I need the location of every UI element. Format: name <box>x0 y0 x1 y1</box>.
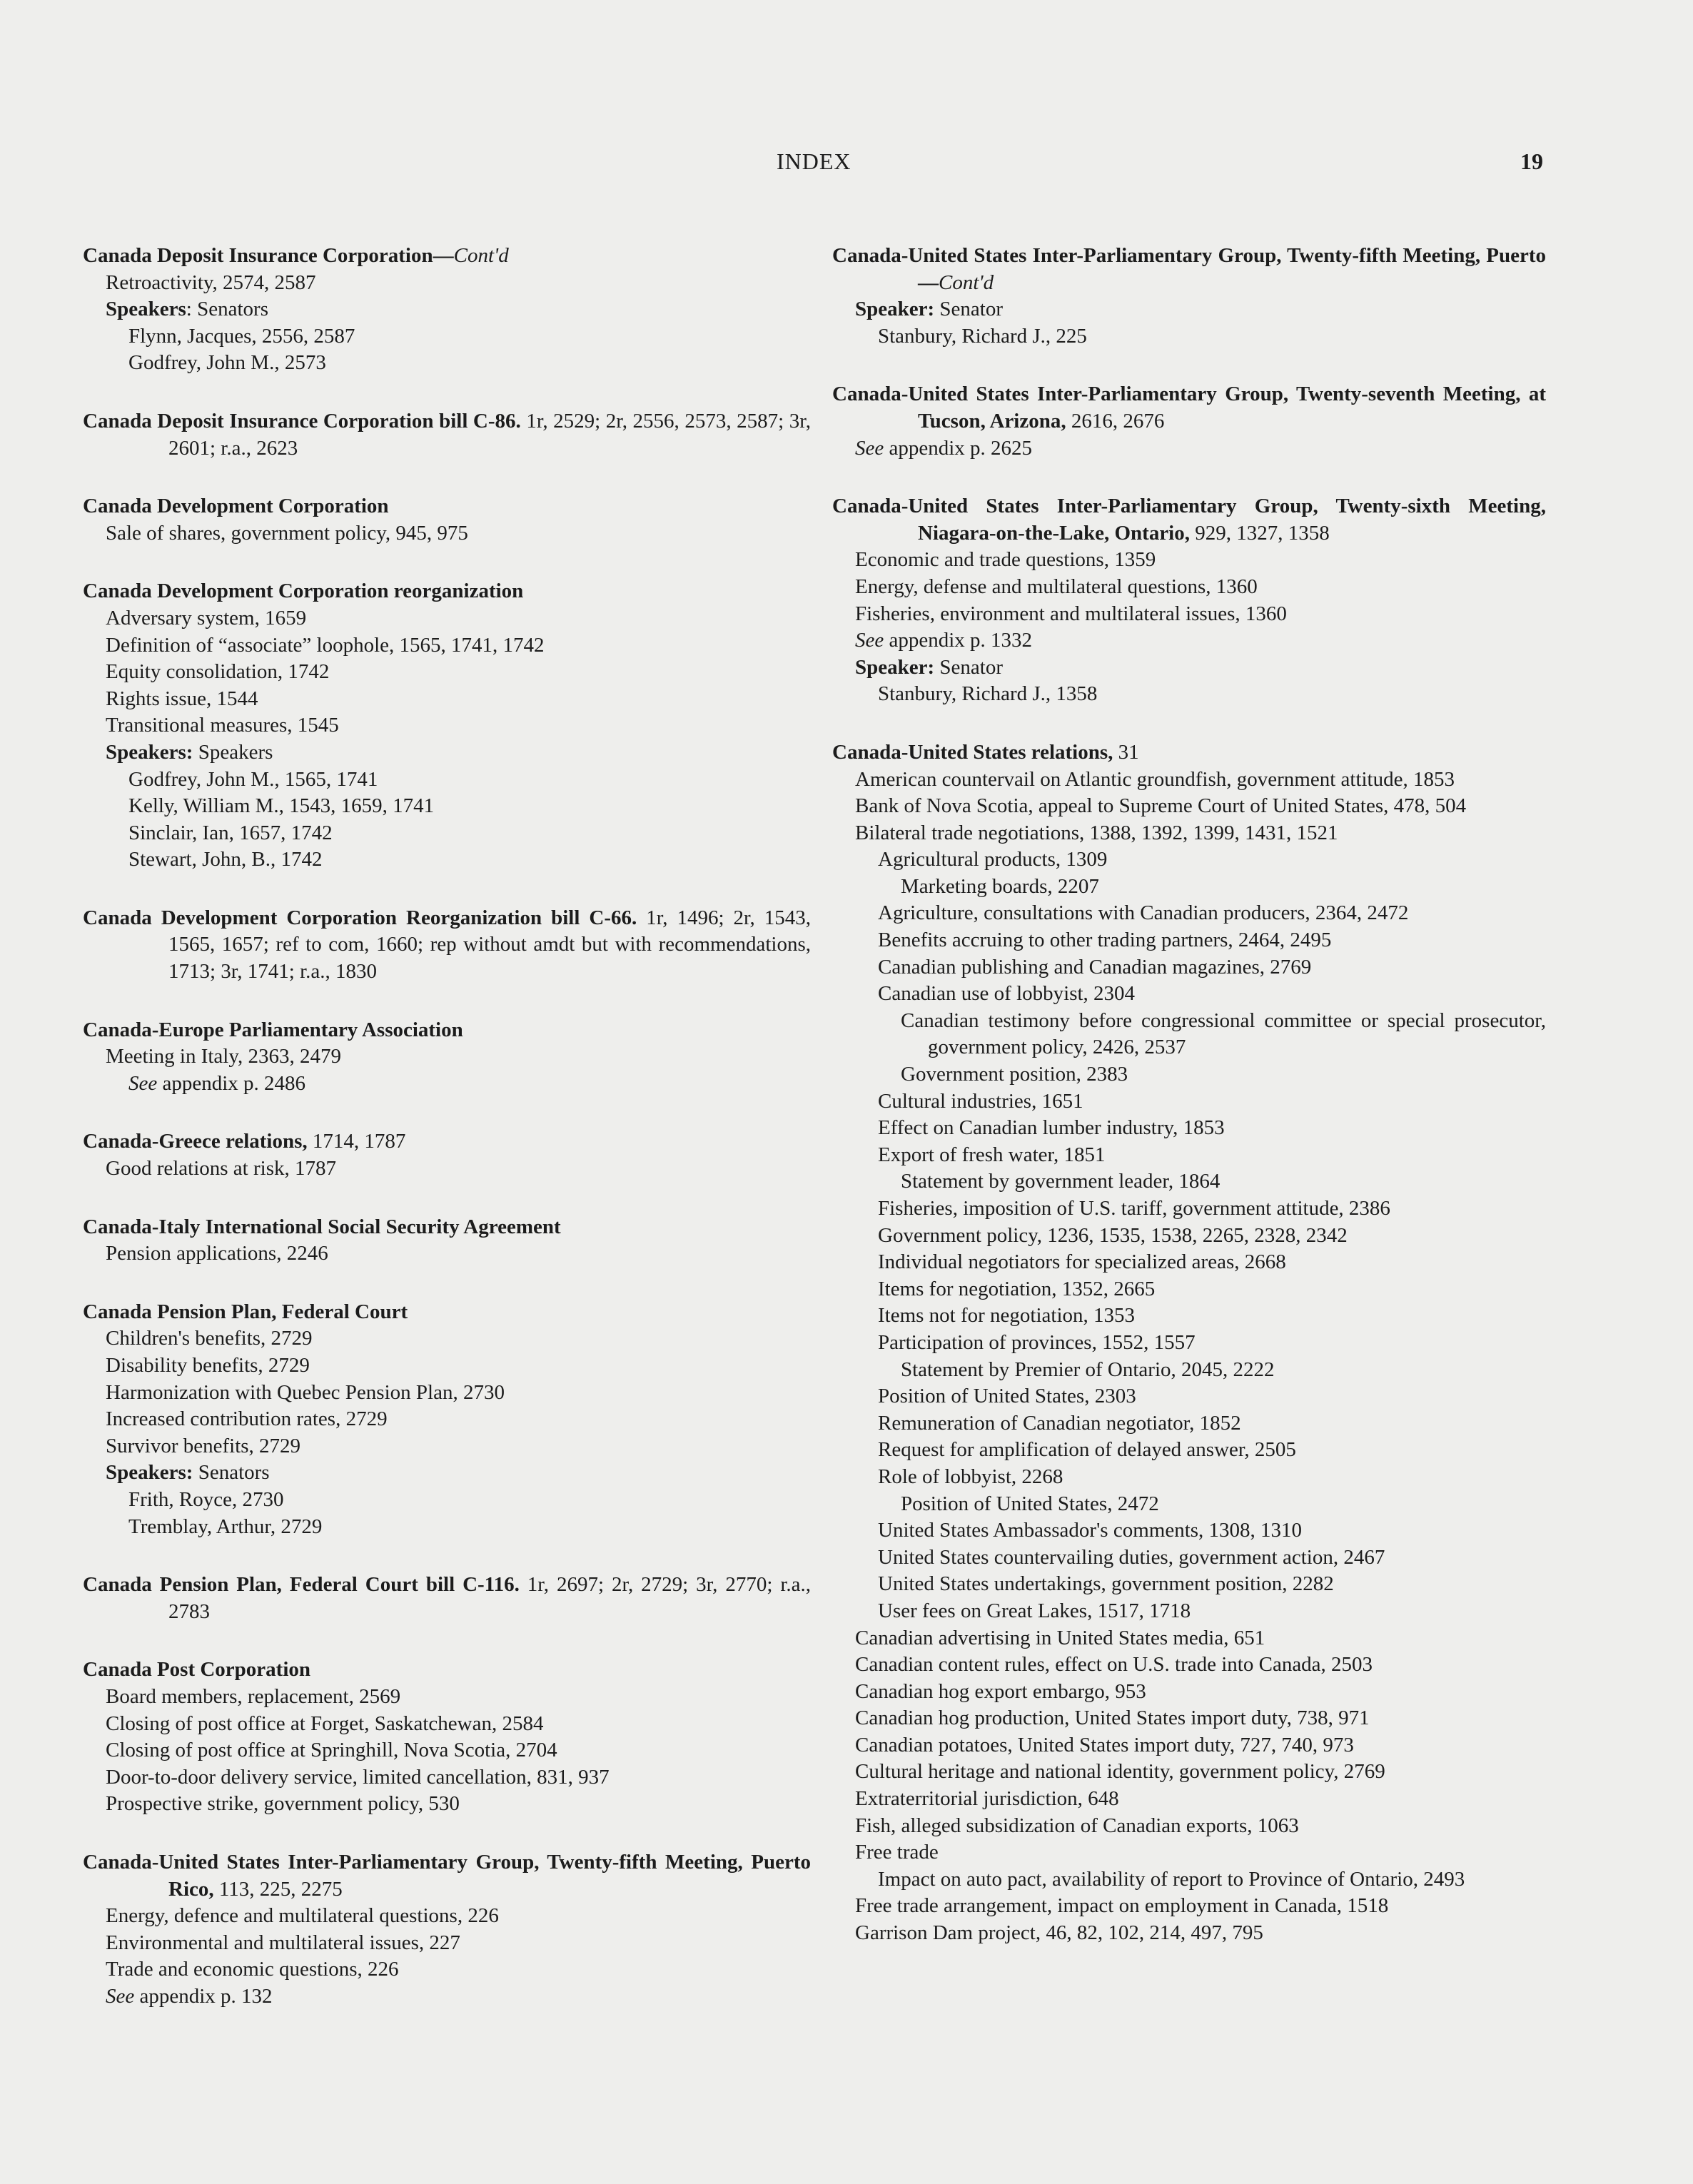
page-header <box>0 148 1693 191</box>
subentry: Government position, 2383 <box>901 1063 1128 1086</box>
subentry: Trade and economic questions, 226 <box>106 1958 399 1981</box>
subentry: Transitional measures, 1545 <box>106 714 339 737</box>
index-entry <box>832 381 1546 462</box>
subentry: Disability benefits, 2729 <box>106 1354 310 1377</box>
entry-heading: Canada-United States Inter-Parliamentary Group, Twenty-seventh Meeting, at Tucson, Arizona, 2616, 2676 <box>832 383 1546 433</box>
speakers-label: Speakers: Speakers <box>106 740 273 764</box>
see-reference: See appendix p. 2486 <box>128 1071 306 1095</box>
entry-heading: Canada-United States Inter-Parliamentary Group, Twenty-fifth Meeting, Puerto—Cont'd <box>832 244 1546 294</box>
subentry: Harmonization with Quebec Pension Plan, 2730 <box>106 1380 505 1404</box>
index-entry <box>83 243 811 377</box>
subentry: Free trade <box>855 1841 939 1864</box>
subentry: Canadian testimony before congressional committee or special prosecutor, government policy, 2426, 2537 <box>901 1008 1546 1059</box>
entry-heading: Canada-United States Inter-Parliamentary Group, Twenty-sixth Meeting, Niagara-on-the-Lake, Ontario, 929, 1327, 1358 <box>832 495 1546 545</box>
entry-heading: Canada Development Corporation Reorganization bill C-66. 1r, 1496; 2r, 1543, 1565, 1657; ref to com, 1660; rep without amdt but with recommendations, 1713; 3r, 1741; r.a., 1830 <box>83 906 811 984</box>
subentry: Position of United States, 2303 <box>878 1385 1136 1408</box>
subentry: Statement by Premier of Ontario, 2045, 2222 <box>901 1358 1275 1381</box>
subentry: Position of United States, 2472 <box>901 1492 1159 1515</box>
subentry: Export of fresh water, 1851 <box>878 1143 1106 1166</box>
subentry: Cultural industries, 1651 <box>878 1089 1083 1113</box>
subentry: Canadian publishing and Canadian magazines, 2769 <box>878 955 1312 979</box>
subentry: Garrison Dam project, 46, 82, 102, 214, 497, 795 <box>855 1921 1263 1945</box>
entry-heading: Canada Deposit Insurance Corporation bill C-86. 1r, 2529; 2r, 2556, 2573, 2587; 3r, 2601; r.a., 2623 <box>83 409 811 460</box>
subentry: Marketing boards, 2207 <box>901 874 1099 898</box>
speaker-name: Frith, Royce, 2730 <box>128 1487 284 1511</box>
index-entry <box>83 1299 811 1540</box>
subentry: Fisheries, environment and multilateral issues, 1360 <box>855 602 1287 625</box>
subentry: Agricultural products, 1309 <box>878 848 1108 871</box>
subentry: Canadian hog production, United States import duty, 738, 971 <box>855 1707 1370 1730</box>
subentry: Equity consolidation, 1742 <box>106 660 330 684</box>
speaker-name: Flynn, Jacques, 2556, 2587 <box>128 324 355 348</box>
subentry: Board members, replacement, 2569 <box>106 1684 401 1708</box>
subentry: Items for negotiation, 1352, 2665 <box>878 1277 1156 1300</box>
entry-heading: Canada Pension Plan, Federal Court bill C-116. 1r, 2697; 2r, 2729; 3r, 2770; r.a., 2783 <box>83 1573 812 1623</box>
speakers-label: Speaker: Senator <box>855 298 1004 321</box>
index-entry <box>832 739 1546 1947</box>
subentry: Canadian use of lobbyist, 2304 <box>878 982 1136 1006</box>
subentry: Participation of provinces, 1552, 1557 <box>878 1330 1196 1354</box>
subentry: Retroactivity, 2574, 2587 <box>106 271 316 294</box>
subentry: Closing of post office at Forget, Saskatchewan, 2584 <box>106 1712 544 1735</box>
speaker-name: Godfrey, John M., 2573 <box>128 351 326 375</box>
entry-heading: Canada-Greece relations, 1714, 1787 <box>83 1130 406 1153</box>
see-reference: See appendix p. 132 <box>106 1984 273 2008</box>
entry-heading: Canada Pension Plan, Federal Court <box>83 1300 408 1323</box>
index-entry <box>83 1657 811 1818</box>
subentry: Economic and trade questions, 1359 <box>855 548 1156 572</box>
subentry: Energy, defense and multilateral questions, 1360 <box>855 575 1258 598</box>
entry-heading: Canada Development Corporation reorganization <box>83 580 524 603</box>
subentry: Individual negotiators for specialized areas, 2668 <box>878 1250 1286 1274</box>
speaker-name: Godfrey, John M., 1565, 1741 <box>128 767 378 791</box>
subentry: Request for amplification of delayed answer, 2505 <box>878 1438 1296 1462</box>
subentry: Canadian hog export embargo, 953 <box>855 1679 1146 1703</box>
see-reference: See appendix p. 1332 <box>855 629 1033 652</box>
index-entry <box>83 1128 811 1182</box>
subentry: Survivor benefits, 2729 <box>106 1434 301 1457</box>
subentry: Benefits accruing to other trading partners, 2464, 2495 <box>878 929 1332 952</box>
see-reference: See appendix p. 2625 <box>855 436 1033 460</box>
speaker-name: Stewart, John, B., 1742 <box>128 848 323 871</box>
index-entry <box>83 1017 811 1098</box>
subentry: Fisheries, imposition of U.S. tariff, government attitude, 2386 <box>878 1197 1390 1220</box>
subentry: Bilateral trade negotiations, 1388, 1392, 1399, 1431, 1521 <box>855 821 1338 844</box>
subentry: Free trade arrangement, impact on employment in Canada, 1518 <box>855 1894 1389 1918</box>
index-entry <box>83 493 811 547</box>
subentry: Children's benefits, 2729 <box>106 1327 313 1350</box>
subentry: Agriculture, consultations with Canadian producers, 2364, 2472 <box>878 901 1409 925</box>
index-entry <box>83 905 811 986</box>
subentry: Impact on auto pact, availability of report to Province of Ontario, 2493 <box>878 1867 1465 1891</box>
subentry: Meeting in Italy, 2363, 2479 <box>106 1045 341 1068</box>
subentry: Statement by government leader, 1864 <box>901 1170 1221 1193</box>
subentry: Energy, defence and multilateral questions, 226 <box>106 1904 499 1928</box>
subentry: Canadian content rules, effect on U.S. trade into Canada, 2503 <box>855 1653 1373 1677</box>
entry-heading: Canada-Italy International Social Security Agreement <box>83 1215 561 1238</box>
entry-heading: Canada-United States Inter-Parliamentary Group, Twenty-fifth Meeting, Puerto Rico, 113, 225, 2275 <box>83 1850 811 1901</box>
subentry: Rights issue, 1544 <box>106 687 258 710</box>
right-column <box>832 243 1546 1978</box>
subentry: Sale of shares, government policy, 945, 975 <box>106 521 468 545</box>
index-entry <box>83 578 811 874</box>
index-entry <box>832 493 1546 708</box>
subentry: United States countervailing duties, government action, 2467 <box>878 1545 1385 1569</box>
subentry: Adversary system, 1659 <box>106 606 307 630</box>
subentry: United States undertakings, government position, 2282 <box>878 1572 1334 1596</box>
index-entry <box>832 243 1546 350</box>
subentry: Closing of post office at Springhill, Nova Scotia, 2704 <box>106 1739 557 1762</box>
index-entry <box>83 408 811 462</box>
subentry: Effect on Canadian lumber industry, 1853 <box>878 1116 1225 1140</box>
subentry: Good relations at risk, 1787 <box>106 1157 336 1181</box>
left-column <box>83 243 811 2041</box>
subentry: Extraterritorial jurisdiction, 648 <box>855 1787 1119 1811</box>
subentry: Items not for negotiation, 1353 <box>878 1304 1136 1328</box>
speakers-label: Speaker: Senator <box>855 655 1004 679</box>
page-title: INDEX <box>777 148 851 174</box>
subentry: Government policy, 1236, 1535, 1538, 2265, 2328, 2342 <box>878 1223 1348 1247</box>
index-entry <box>83 1214 811 1268</box>
subentry: Canadian potatoes, United States import duty, 727, 740, 973 <box>855 1733 1354 1756</box>
subentry: American countervail on Atlantic groundfish, government attitude, 1853 <box>855 767 1455 791</box>
subentry: User fees on Great Lakes, 1517, 1718 <box>878 1599 1191 1622</box>
speaker-name: Kelly, William M., 1543, 1659, 1741 <box>128 794 435 818</box>
subentry: Bank of Nova Scotia, appeal to Supreme Court of United States, 478, 504 <box>855 794 1467 818</box>
subentry: Increased contribution rates, 2729 <box>106 1407 388 1431</box>
subentry: Definition of “associate” loophole, 1565, 1741, 1742 <box>106 633 545 657</box>
entry-heading: Canada-United States relations, 31 <box>832 740 1139 764</box>
entry-heading: Canada Development Corporation <box>83 495 389 518</box>
speaker-name: Stanbury, Richard J., 1358 <box>878 682 1098 706</box>
subentry: Canadian advertising in United States media, 651 <box>855 1626 1265 1649</box>
entry-heading: Canada Post Corporation <box>83 1658 311 1682</box>
entry-heading: Canada Deposit Insurance Corporation—Cont'd <box>83 244 509 267</box>
subentry: Door-to-door delivery service, limited cancellation, 831, 937 <box>106 1765 610 1789</box>
speakers-label: Speakers: Senators <box>106 1461 270 1485</box>
subentry: Pension applications, 2246 <box>106 1242 328 1265</box>
subentry: Environmental and multilateral issues, 227 <box>106 1931 460 1954</box>
subentry: Prospective strike, government policy, 530 <box>106 1792 460 1816</box>
subentry: Fish, alleged subsidization of Canadian exports, 1063 <box>855 1814 1299 1837</box>
speaker-name: Tremblay, Arthur, 2729 <box>128 1515 323 1538</box>
entry-heading: Canada-Europe Parliamentary Association <box>83 1018 463 1041</box>
index-entry <box>83 1849 811 2011</box>
subentry: Cultural heritage and national identity, government policy, 2769 <box>855 1760 1385 1784</box>
speaker-name: Stanbury, Richard J., 225 <box>878 324 1087 348</box>
subentry: United States Ambassador's comments, 1308, 1310 <box>878 1519 1303 1542</box>
index-entry <box>83 1572 811 1625</box>
speaker-name: Sinclair, Ian, 1657, 1742 <box>128 821 333 844</box>
speakers-label: Speakers: Senators <box>106 298 268 321</box>
subentry: Remuneration of Canadian negotiator, 1852 <box>878 1411 1241 1435</box>
subentry: Role of lobbyist, 2268 <box>878 1465 1063 1488</box>
page-number: 19 <box>1520 148 1543 174</box>
